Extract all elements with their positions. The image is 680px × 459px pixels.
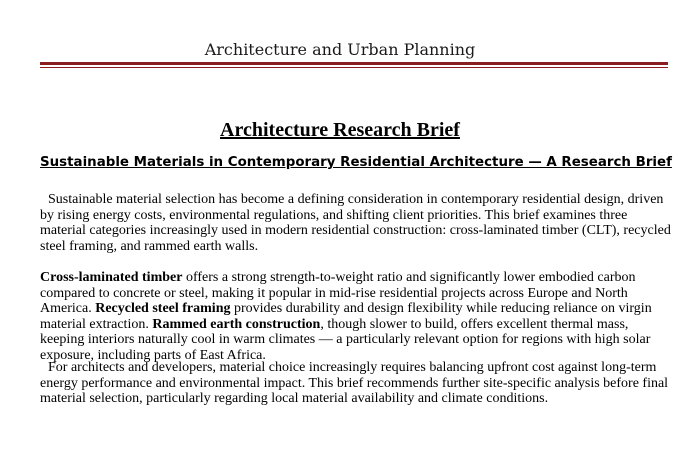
paragraph-conclusion — [40, 360, 675, 407]
running-header: Architecture and Urban Planning — [204, 40, 476, 59]
header-rule-thin — [40, 67, 668, 68]
document-title: Architecture Research Brief — [220, 119, 460, 141]
text-earth: , though slower to build, offers excellent thermal mass, keeping interiors naturally cool in warm climates — a particularly relevant option for regions with high solar exposure, including parts of East Africa. — [40, 316, 651, 363]
paragraph-conclusion-text: For architects and developers, material choice increasingly requires balancing upfront cost against long-term energy performance and environmental impact. This brief recommends further site-specific analysis before final material selection, particularly regarding local material availability and climate conditions. — [40, 360, 669, 407]
term-earth: Rammed earth construction — [152, 316, 321, 332]
paragraph-intro-text: Sustainable material selection has become a defining consideration in contemporary residential design, driven by rising energy costs, environmental regulations, and shifting client priorities. This brief examines three material categories increasingly used in modern residential construction: cross-laminated timber (CLT), recycled steel framing, and rammed earth walls. — [40, 192, 671, 254]
paragraph-intro — [40, 192, 675, 254]
text-steel: provides durability and design flexibility while reducing reliance on virgin material extraction. — [40, 301, 652, 332]
term-clt: Cross-laminated timber — [40, 270, 183, 285]
text-clt: offers a strong strength-to-weight ratio and significantly lower embodied carbon compared to concrete or steel, making it popular in mid-rise residential projects across Europe and North America. — [40, 270, 636, 317]
paragraph-materials — [40, 270, 675, 364]
header-rule-thick — [40, 62, 668, 65]
term-steel: Recycled steel framing — [95, 301, 231, 317]
document-subtitle: Sustainable Materials in Contemporary Residential Architecture — A Research Brief — [40, 155, 672, 170]
